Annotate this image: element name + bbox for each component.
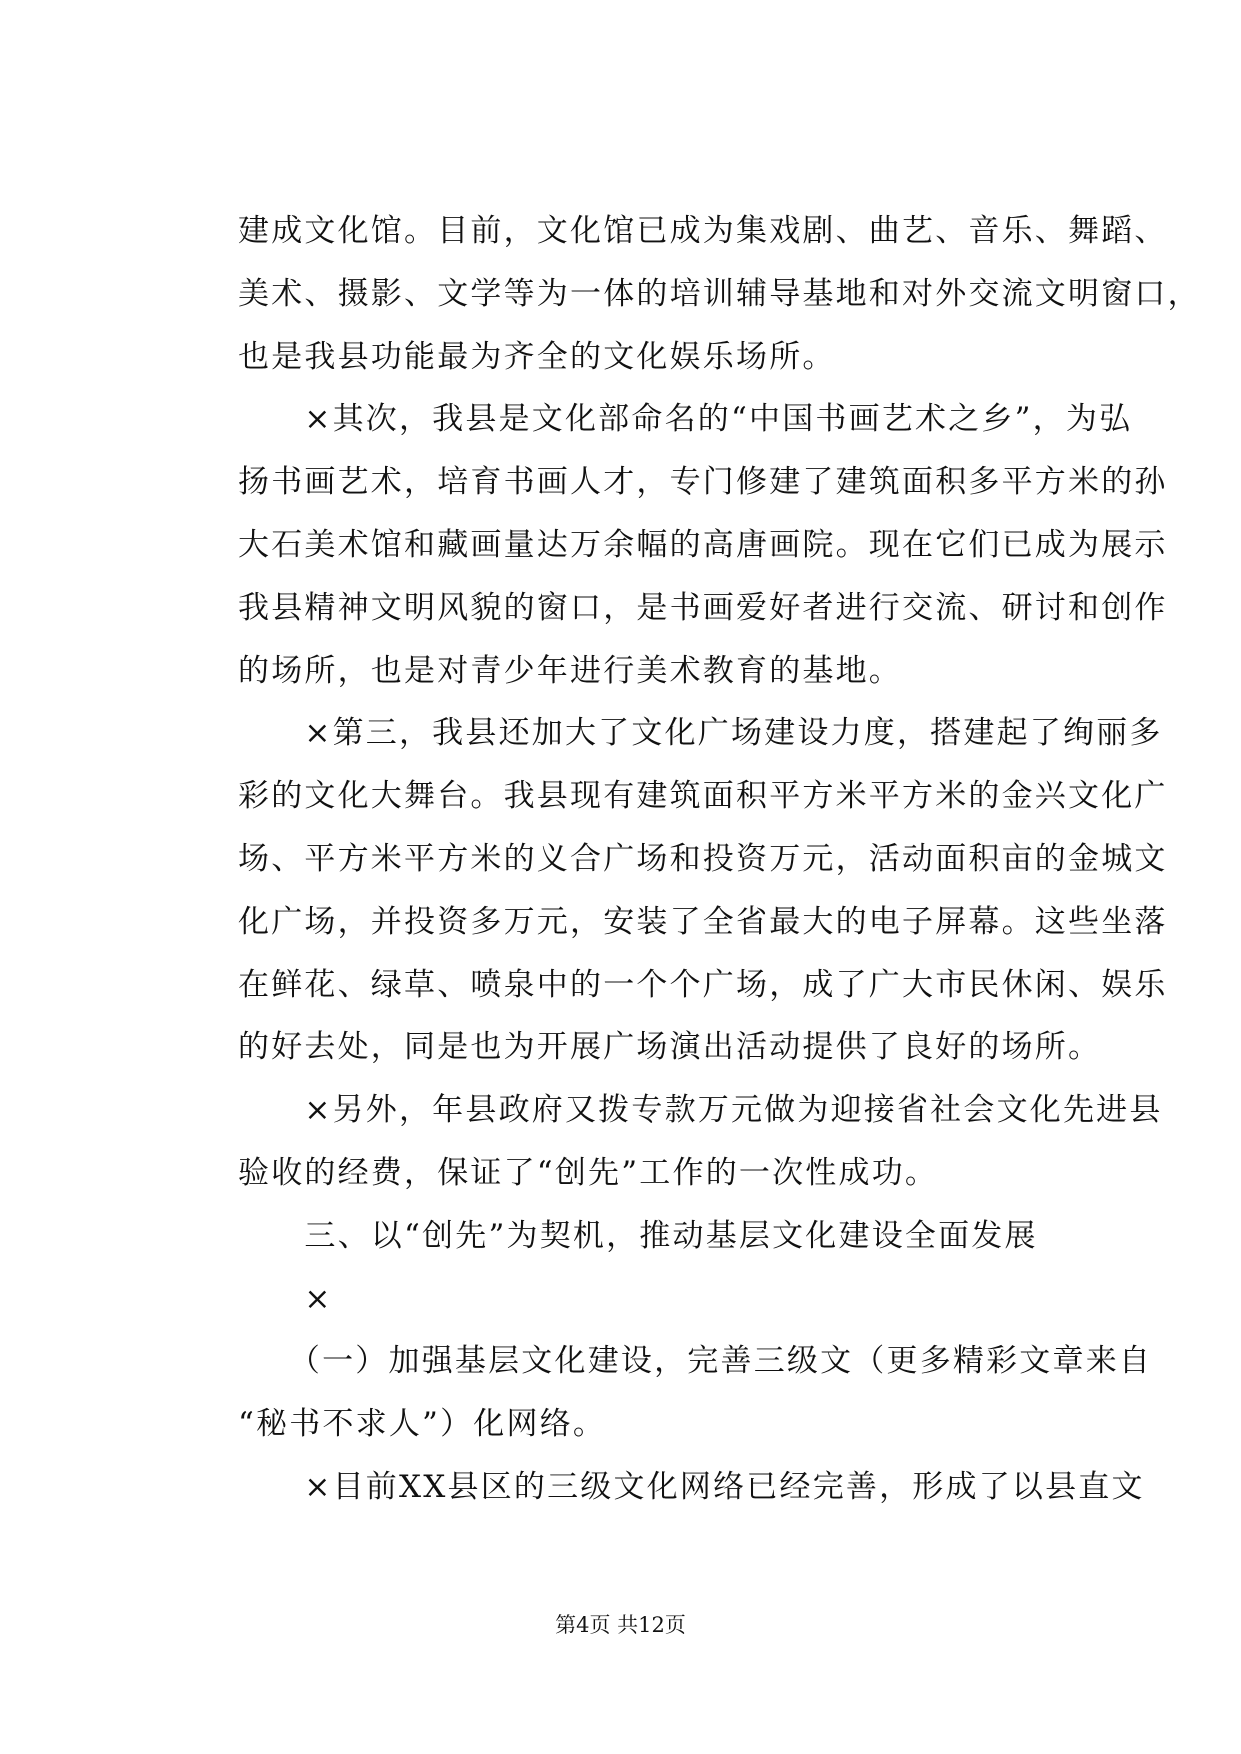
text-line: 的好去处，同是也为开展广场演出活动提供了良好的场所。 bbox=[238, 1029, 1102, 1066]
page-number-footer: 第4页 共12页 bbox=[555, 1613, 686, 1637]
text-line: 场、平方米平方米的义合广场和投资万元，活动面积亩的金城文 bbox=[238, 840, 1168, 877]
text-line: ×目前XX县区的三级文化网络已经完善，形成了以县直文 bbox=[238, 1468, 1145, 1505]
text-line: 化广场，并投资多万元，安装了全省最大的电子屏幕。这些坐落 bbox=[238, 903, 1168, 940]
text-line: “秘书不求人”）化网络。 bbox=[238, 1406, 607, 1443]
text-line: 美术、摄影、文学等为一体的培训辅导基地和对外交流文明窗口， bbox=[238, 275, 1201, 312]
text-line: 在鲜花、绿草、喷泉中的一个个广场，成了广大市民休闲、娱乐 bbox=[238, 966, 1168, 1003]
section-heading: 三、以“创先”为契机，推动基层文化建设全面发展 bbox=[238, 1217, 1038, 1254]
text-line: ×第三，我县还加大了文化广场建设力度，搭建起了绚丽多 bbox=[238, 715, 1163, 752]
text-line: 建成文化馆。目前，文化馆已成为集戏剧、曲艺、音乐、舞蹈、 bbox=[238, 213, 1168, 249]
text-line: 扬书画艺术，培育书画人才，专门修建了建筑面积多平方米的孙 bbox=[238, 464, 1168, 501]
text-line: 验收的经费，保证了“创先”工作的一次性成功。 bbox=[238, 1154, 939, 1191]
document-body bbox=[238, 200, 1201, 1519]
text-line: 彩的文化大舞台。我县现有建筑面积平方米平方米的金兴文化广 bbox=[238, 778, 1168, 815]
text-line: 的场所，也是对青少年进行美术教育的基地。 bbox=[238, 652, 902, 689]
subsection-heading: （一）加强基层文化建设，完善三级文（更多精彩文章来自 bbox=[238, 1343, 1153, 1380]
text-line: 大石美术馆和藏画量达万余幅的高唐画院。现在它们已成为展示 bbox=[238, 526, 1168, 563]
text-line: × bbox=[238, 1280, 333, 1317]
text-line: 我县精神文明风貌的窗口，是书画爱好者进行交流、研讨和创作 bbox=[238, 589, 1168, 626]
text-line: ×其次，我县是文化部命名的“中国书画艺术之乡”，为弘 bbox=[238, 401, 1133, 438]
text-line: ×另外，年县政府又拨专款万元做为迎接省社会文化先进县 bbox=[238, 1092, 1163, 1129]
text-line: 也是我县功能最为齐全的文化娱乐场所。 bbox=[238, 338, 836, 375]
